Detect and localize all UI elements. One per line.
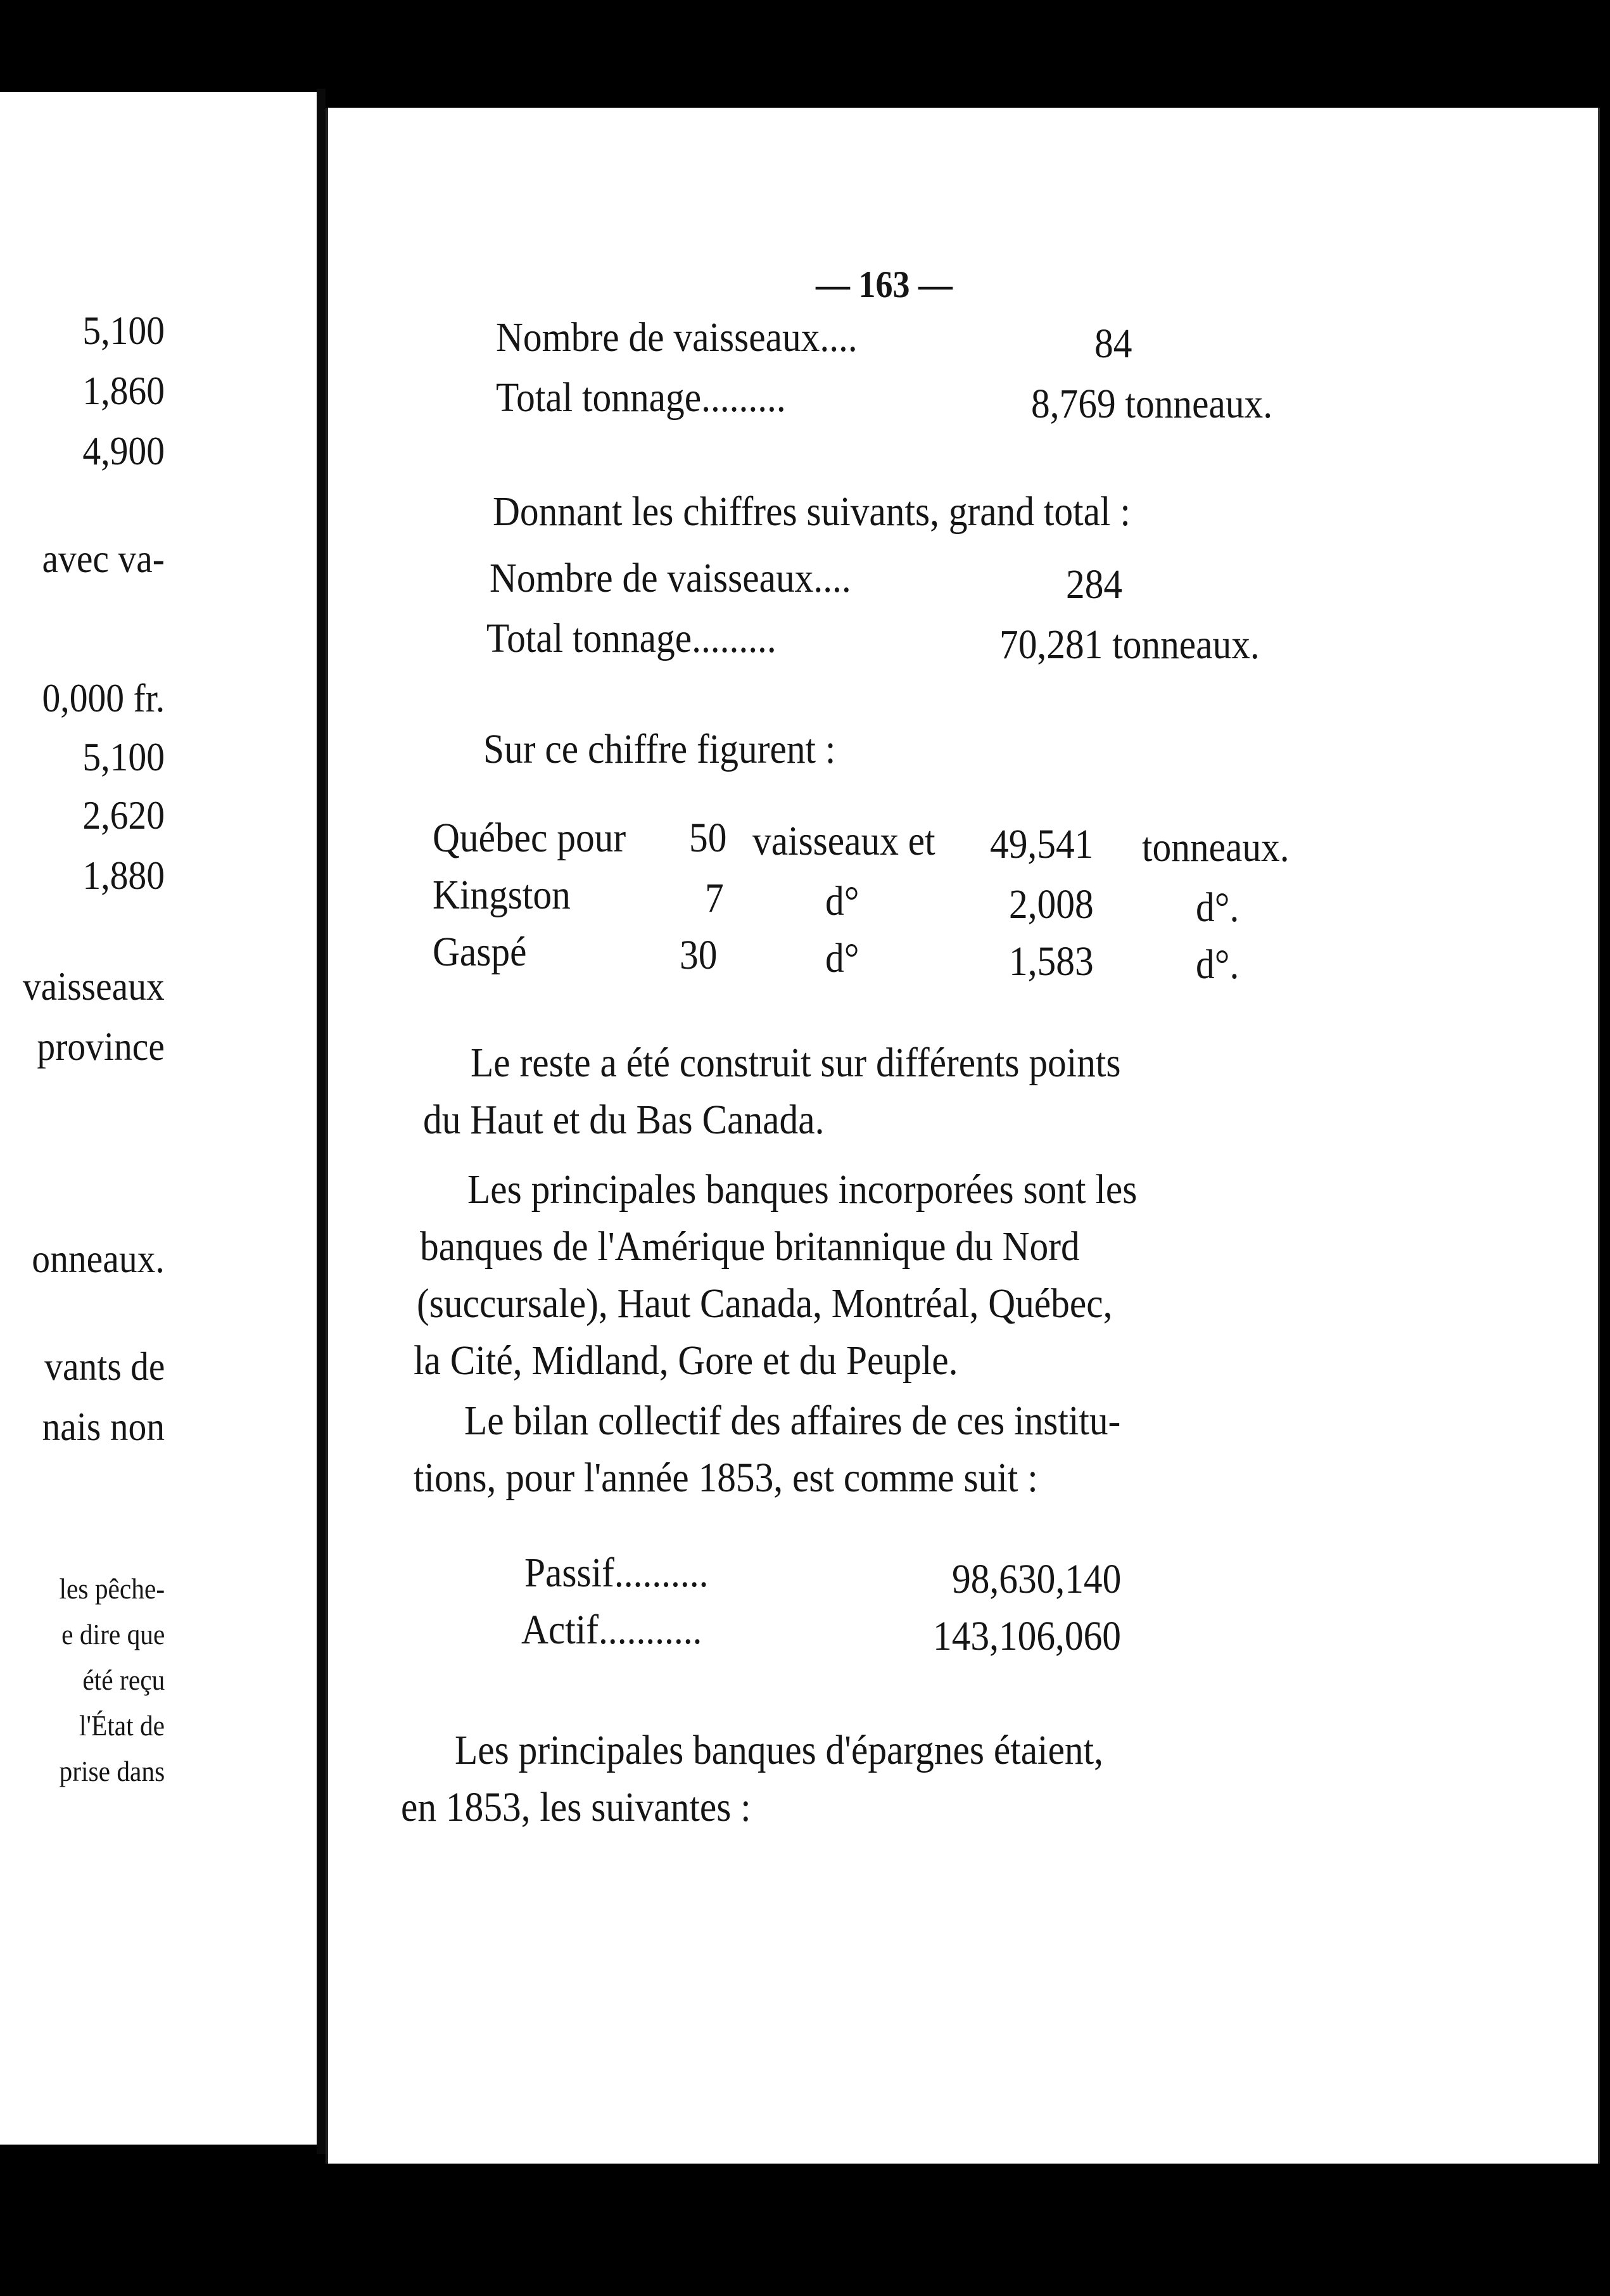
balance-value: 143,106,060 bbox=[933, 1613, 1121, 1659]
place-unit2: d°. bbox=[1196, 884, 1239, 931]
left-fragment: 1,860 bbox=[82, 368, 165, 413]
balance-value: 98,630,140 bbox=[952, 1556, 1122, 1602]
text-line: Le bilan collectif des affaires de ces institu- bbox=[464, 1398, 1121, 1444]
left-fragment: été reçu bbox=[82, 1664, 165, 1696]
place-count: 50 bbox=[689, 815, 727, 861]
tonnage-1-label: Total tonnage......... bbox=[496, 374, 786, 421]
left-fragment: 2,620 bbox=[82, 793, 165, 838]
text-line: en 1853, les suivantes : bbox=[401, 1784, 751, 1830]
text-line: du Haut et du Bas Canada. bbox=[423, 1097, 825, 1143]
text-line: tions, pour l'année 1853, est comme suit : bbox=[414, 1455, 1038, 1501]
vessels-1-value: 84 bbox=[1094, 321, 1132, 367]
right-page bbox=[326, 108, 1600, 2164]
left-fragment: les pêche- bbox=[59, 1572, 165, 1605]
place-count: 30 bbox=[680, 932, 718, 978]
left-fragment: province bbox=[37, 1024, 165, 1069]
text-line: (succursale), Haut Canada, Montréal, Québec, bbox=[417, 1280, 1113, 1327]
left-fragment: prise dans bbox=[59, 1755, 165, 1787]
left-fragment: onneaux. bbox=[32, 1236, 165, 1281]
page-number: — 163 — bbox=[816, 264, 953, 305]
left-fragment: l'État de bbox=[79, 1709, 165, 1742]
place-name: Gaspé bbox=[433, 929, 527, 975]
place-unit2: tonneaux. bbox=[1142, 824, 1290, 871]
left-fragment: 1,880 bbox=[82, 853, 165, 898]
place-count: 7 bbox=[705, 875, 724, 921]
place-name: Québec pour bbox=[433, 815, 626, 861]
place-unit: d° bbox=[825, 935, 859, 981]
text-line: Le reste a été construit sur différents points bbox=[471, 1040, 1121, 1086]
place-unit: vaisseaux et bbox=[752, 818, 935, 864]
left-fragment: e dire que bbox=[61, 1618, 165, 1650]
place-name: Kingston bbox=[433, 872, 571, 918]
vessels-2-value: 284 bbox=[1066, 561, 1123, 608]
place-tonnage: 2,008 bbox=[1009, 881, 1094, 928]
left-fragment: 0,000 fr. bbox=[42, 675, 165, 720]
book-gutter bbox=[317, 89, 326, 2154]
text-line: Les principales banques d'épargnes étaient, bbox=[455, 1727, 1103, 1773]
text-line: banques de l'Amérique britannique du Nord bbox=[420, 1223, 1080, 1270]
left-fragment: vants de bbox=[44, 1344, 165, 1389]
left-fragment: avec va- bbox=[42, 536, 165, 581]
place-unit2: d°. bbox=[1196, 941, 1239, 988]
text-line: Les principales banques incorporées sont les bbox=[467, 1166, 1138, 1213]
left-fragment: 5,100 bbox=[82, 734, 165, 779]
balance-label: Passif.......... bbox=[524, 1550, 709, 1596]
left-fragment: nais non bbox=[42, 1404, 165, 1449]
place-tonnage: 49,541 bbox=[990, 821, 1094, 867]
place-unit: d° bbox=[825, 878, 859, 924]
left-fragment: 4,900 bbox=[82, 428, 165, 473]
left-fragment: 5,100 bbox=[82, 308, 165, 353]
tonnage-1-value: 8,769 tonneaux. bbox=[1031, 381, 1273, 427]
grand-total-intro: Donnant les chiffres suivants, grand total : bbox=[493, 488, 1131, 535]
tonnage-2-value: 70,281 tonneaux. bbox=[999, 622, 1260, 668]
left-fragment: vaisseaux bbox=[23, 964, 165, 1009]
left-page bbox=[0, 92, 317, 2145]
vessels-1-label: Nombre de vaisseaux.... bbox=[496, 314, 858, 360]
place-tonnage: 1,583 bbox=[1009, 938, 1094, 985]
balance-label: Actif........... bbox=[521, 1607, 702, 1653]
text-line: la Cité, Midland, Gore et du Peuple. bbox=[414, 1337, 958, 1384]
tonnage-2-label: Total tonnage......... bbox=[486, 615, 776, 661]
vessels-2-label: Nombre de vaisseaux.... bbox=[490, 555, 851, 601]
figures-intro: Sur ce chiffre figurent : bbox=[483, 726, 836, 772]
